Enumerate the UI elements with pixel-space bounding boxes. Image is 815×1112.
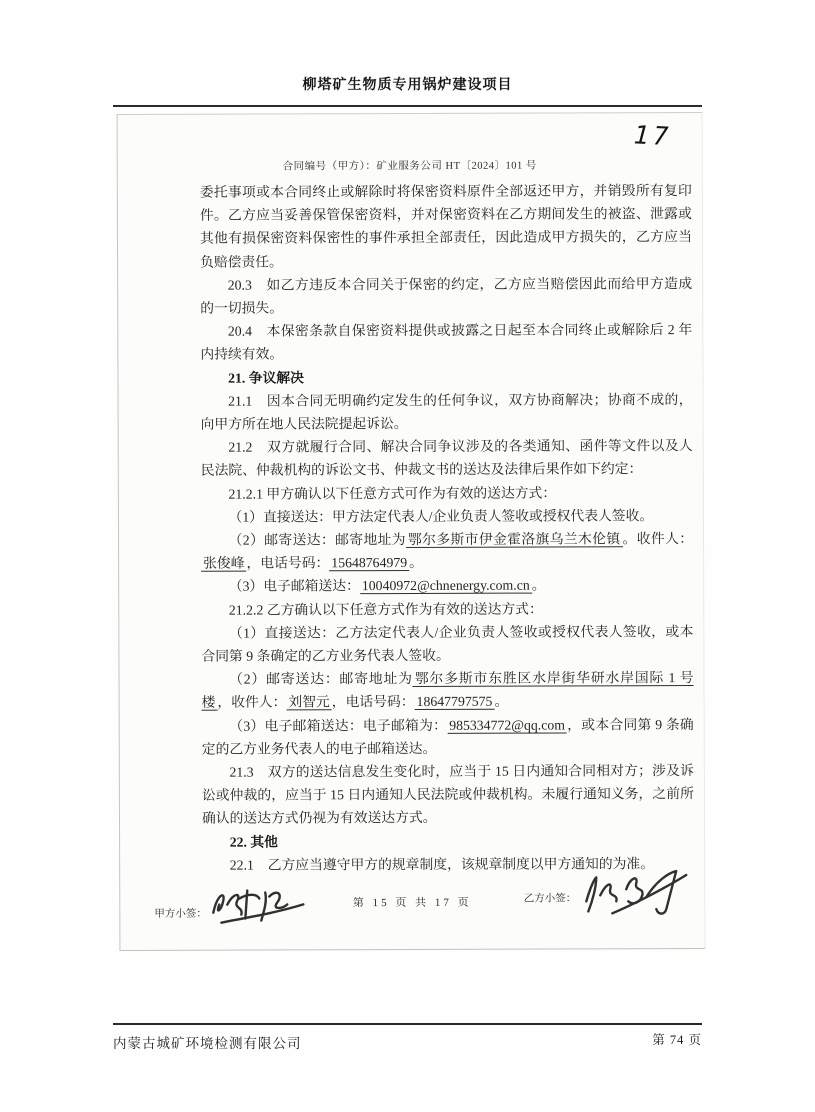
- scan-page-info: 第 15 页 共 17 页: [352, 896, 472, 910]
- contract-paragraph: [201, 527, 693, 575]
- footer-company-name: 内蒙古城矿环境检测有限公司: [113, 1036, 302, 1051]
- paragraph-text: 。: [409, 555, 423, 571]
- fill-in-value: 15648764979: [329, 555, 409, 571]
- fill-in-value: 18647797575: [415, 694, 495, 710]
- paragraph-text: ，电话号码：: [246, 555, 330, 571]
- header-divider: [113, 105, 702, 107]
- footer-divider: [113, 1023, 702, 1025]
- paragraph-text: （3）电子邮箱送达：: [228, 578, 360, 595]
- paragraph-text: 20.4 本保密条款自保密资料提供或披露之日起至本合同终止或解除后 2 年内持续有效。: [200, 322, 693, 363]
- paragraph-text: 22. 其他: [229, 834, 278, 850]
- contract-paragraph: [200, 365, 692, 390]
- contract-paragraph: [201, 620, 693, 668]
- paragraph-text: （1）直接送达：甲方法定代表人/企业负责人签收或授权代表人签收。: [228, 507, 654, 525]
- fill-in-value: 张俊峰: [201, 556, 246, 572]
- contract-paragraph: [202, 713, 694, 761]
- contract-paragraph: [201, 434, 693, 482]
- paragraph-text: （1）直接送达：乙方法定代表人/企业负责人签收或授权代表人签收，或本合同第 9 条确定的乙方业务代表人签收。: [201, 623, 694, 664]
- paragraph-text: 委托事项或本合同终止或解除时将保密资料原件全部返还甲方，并销毁所有复印件。乙方应当妥善保管保密资料，并对保密资料在乙方期间发生的被盗、泄露或其他有损保密资料保密性的事件承担全部责任，因此造成甲方损失的，乙方应当负赔偿责任。: [199, 183, 692, 270]
- paragraph-text: 21.2.1 甲方确认以下任意方式可作为有效的送达方式：: [228, 485, 557, 502]
- paragraph-text: 21.2.2 乙方确认以下任意方式作为有效的送达方式：: [228, 601, 543, 618]
- party-b-signature-block: [524, 865, 693, 922]
- footer-page-number: 第 74 页: [652, 1033, 702, 1047]
- scanned-contract-sheet: [117, 112, 706, 951]
- contract-paragraph: [201, 481, 693, 506]
- fill-in-value: 鄂尔多斯市东胜区水岸街华研水岸国际 1 号楼: [201, 670, 694, 711]
- paragraph-text: 20.3 如乙方违反本合同关于保密的约定，乙方应当赔偿因此而给甲方造成的一切损失。: [200, 275, 693, 316]
- contract-paragraph: [200, 318, 692, 366]
- handwritten-page-number: 17: [630, 120, 676, 152]
- contract-paragraph: [202, 829, 694, 854]
- paragraph-text: 。: [531, 577, 546, 594]
- contract-paragraph: [201, 597, 693, 622]
- party-b-signature-handwriting: [576, 865, 692, 921]
- paragraph-text: ，收件人：: [217, 694, 287, 711]
- contract-paragraph: [201, 388, 693, 436]
- fill-in-value: 985334772@qq.com: [447, 717, 567, 733]
- paragraph-text: 22.1 乙方应当遵守甲方的规章制度，该规章制度以甲方通知的为准。: [229, 856, 655, 873]
- paragraph-text: 21.3 双方的送达信息发生变化时，应当于 15 日内通知合同相对方；涉及诉讼或仲裁的，应当于 15 日内通知人民法院或仲裁机构。未履行通知义务，之前所确认的送达方式仍视为有效送达方式。: [201, 763, 694, 827]
- paragraph-text: （2）邮寄送达：邮寄地址为: [229, 671, 413, 687]
- paragraph-text: （3）电子邮箱送达：电子邮箱为：: [229, 717, 448, 734]
- party-a-signature-label: 甲方小签：: [154, 908, 207, 920]
- fill-in-value: 10040972@chnenergy.com.cn: [360, 578, 532, 595]
- contract-paragraph: [200, 179, 692, 274]
- fill-in-value: 刘智元: [286, 695, 331, 711]
- paragraph-text: 。: [494, 694, 509, 710]
- fill-in-value: 鄂尔多斯市伊金霍洛旗乌兰木伦镇: [406, 531, 623, 548]
- page-title: 柳塔矿生物质专用锅炉建设项目: [302, 78, 513, 93]
- contract-paragraph: [200, 272, 692, 320]
- paragraph-text: 21.1 因本合同无明确约定发生的任何争议，双方协商解决；协商不成的，向甲方所在地人民法院提起诉讼。: [200, 391, 693, 432]
- contract-paragraph: [201, 666, 693, 714]
- contract-number-line: 合同编号（甲方）：矿业服务公司 HT〔2024〕101 号: [282, 160, 537, 173]
- paragraph-text: 21.2 双方就履行合同、解决合同争议涉及的各类通知、函件等文件以及人民法院、仲裁机构的诉讼文书、仲裁文书的送达及法律后果作如下约定：: [200, 438, 693, 479]
- party-b-signature-label: 乙方小签：: [523, 893, 577, 905]
- contract-paragraph: [201, 504, 693, 529]
- contract-paragraph: [201, 573, 693, 598]
- paragraph-text: ，电话号码：: [331, 694, 415, 710]
- paragraph-text: 。收件人：: [622, 531, 694, 547]
- paragraph-text: 21. 争议解决: [228, 369, 304, 386]
- paragraph-text: ，或本合同第 9 条确定的乙方业务代表人的电子邮箱送达。: [201, 716, 694, 757]
- contract-paragraph: [202, 759, 694, 830]
- contract-body: [200, 179, 694, 877]
- paragraph-text: （2）邮寄送达：邮寄地址为: [228, 532, 406, 548]
